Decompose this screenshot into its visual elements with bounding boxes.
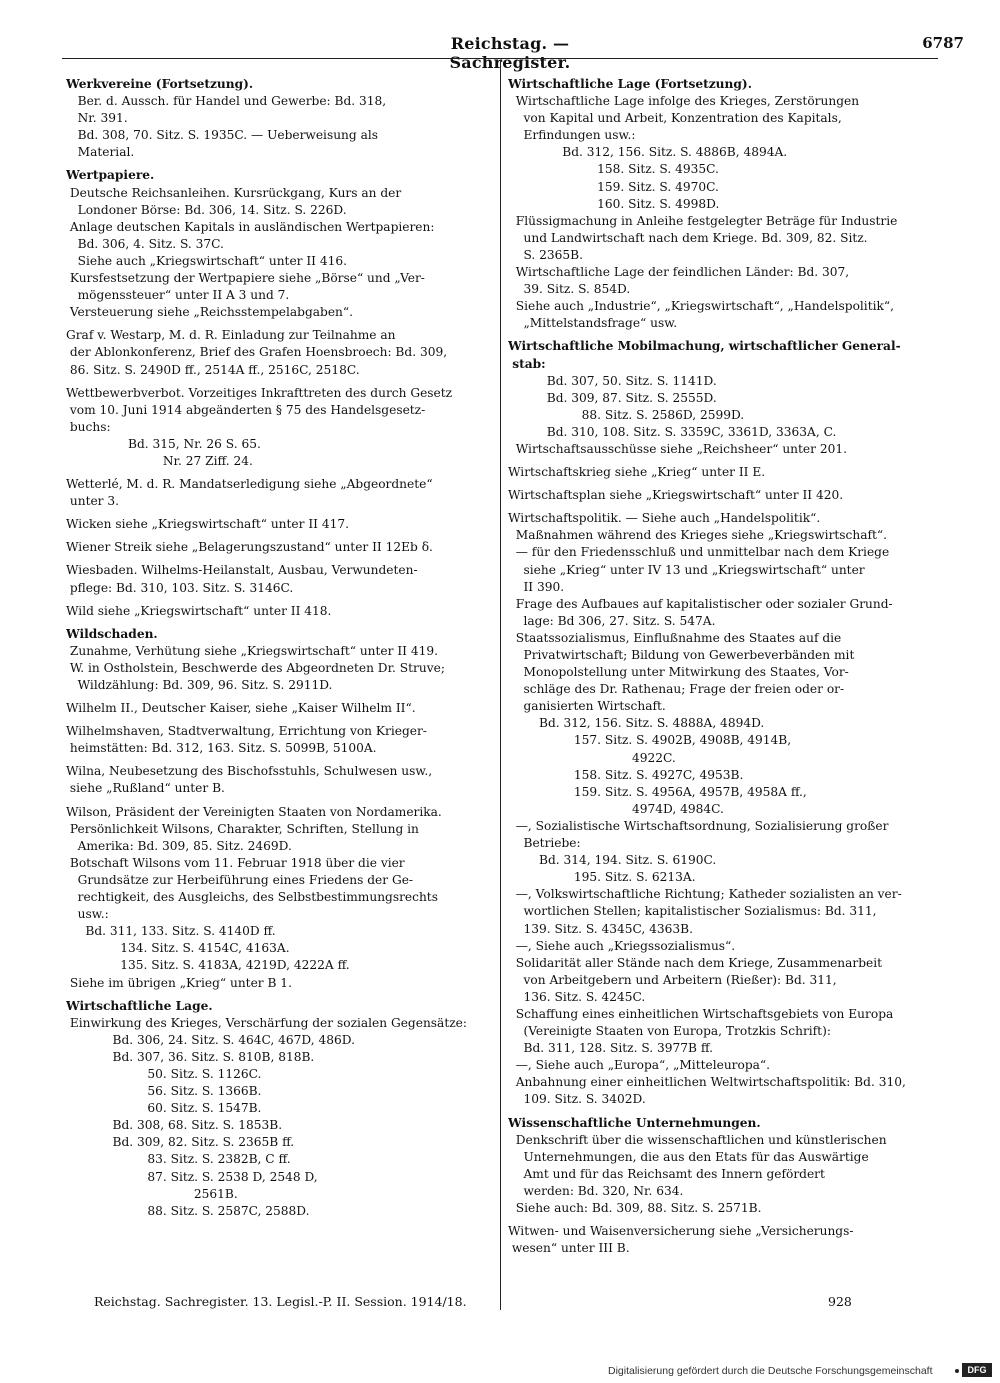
left-column — [66, 76, 491, 1220]
right-column-line: Frage des Aufbaues auf kapitalistischer oder sozialer Grund- — [508, 596, 893, 611]
left-column-line: Material. — [66, 145, 135, 160]
left-column-line: Bd. 315, Nr. 26 S. 65. — [66, 436, 261, 451]
right-column-line: Betriebe: — [508, 836, 581, 851]
left-column-line: Graf v. Westarp, M. d. R. Einladung zur Teilnahme an — [66, 328, 396, 343]
right-column — [508, 76, 936, 1257]
left-column-line: 87. Sitz. S. 2538 D, 2548 D, — [66, 1169, 318, 1184]
right-column-line: 158. Sitz. S. 4927C, 4953B. — [508, 767, 744, 782]
left-column-line: Bd. 307, 36. Sitz. S. 810B, 818B. — [66, 1049, 315, 1064]
right-column-line: 160. Sitz. S. 4998D. — [508, 196, 720, 211]
left-column-line: Nr. 391. — [66, 111, 128, 126]
right-column-line: 159. Sitz. S. 4956A, 4957B, 4958A ff., — [508, 784, 807, 799]
right-column-line: stab: — [508, 356, 546, 371]
right-column-line: Siehe auch: Bd. 309, 88. Sitz. S. 2571B. — [508, 1201, 762, 1215]
left-column-line: siehe „Rußland“ unter B. — [66, 781, 225, 796]
right-column-line: Wirtschaftliche Mobilmachung, wirtschaftlicher General- — [508, 339, 901, 354]
right-column-line: wesen“ unter III B. — [508, 1241, 630, 1256]
right-column-line: Bd. 314, 194. Sitz. S. 6190C. — [508, 853, 717, 868]
left-column-line: Siehe im übrigen „Krieg“ unter B 1. — [66, 975, 292, 990]
right-column-line: Wirtschaftskrieg siehe „Krieg“ unter II E. — [508, 465, 766, 480]
column-divider — [500, 60, 501, 1310]
left-column-line: Grundsätze zur Herbeiführung eines Friedens der Ge- — [66, 872, 414, 887]
right-column-line: 4922C. — [508, 750, 676, 765]
right-column-line: Privatwirtschaft; Bildung von Gewerbeverbänden mit — [508, 648, 855, 662]
right-column-line: Wirtschaftliche Lage (Fortsetzung). — [508, 77, 752, 91]
left-column-line: Zunahme, Verhütung siehe „Kriegswirtschaft“ unter II 419. — [66, 643, 438, 658]
left-column-line: Werkvereine (Fortsetzung). — [66, 77, 254, 91]
right-column-line: Bd. 309, 87. Sitz. S. 2555D. — [508, 390, 717, 405]
right-column-line: siehe „Krieg“ unter IV 13 und „Kriegswirtschaft“ unter — [508, 562, 865, 577]
left-column-line: Wildschaden. — [66, 626, 158, 641]
right-column-line: und Landwirtschaft nach dem Kriege. Bd. 309, 82. Sitz. — [508, 230, 868, 245]
left-column-line: Versteuerung siehe „Reichsstempelabgaben“. — [66, 305, 353, 320]
left-column-line: 2561B. — [66, 1186, 238, 1201]
left-column-line: Bd. 306, 4. Sitz. S. 37C. — [66, 236, 224, 251]
right-column-line: Bd. 307, 50. Sitz. S. 1141D. — [508, 373, 717, 388]
right-column-line: Bd. 312, 156. Sitz. S. 4886B, 4894A. — [508, 145, 788, 160]
left-column-line: buchs: — [66, 419, 111, 434]
right-column-line: 39. Sitz. S. 854D. — [508, 282, 631, 297]
left-column-line: Wilhelm II., Deutscher Kaiser, siehe „Kaiser Wilhelm II“. — [66, 701, 416, 716]
right-column-line: von Arbeitgebern und Arbeitern (Rießer): Bd. 311, — [508, 972, 837, 987]
left-column-line: Nr. 27 Ziff. 24. — [66, 453, 253, 468]
left-column-line: 135. Sitz. S. 4183A, 4219D, 4222A ff. — [66, 958, 350, 973]
left-column-line: Botschaft Wilsons vom 11. Februar 1918 über die vier — [66, 855, 405, 870]
left-column-line: usw.: — [66, 907, 109, 922]
left-column-line: Ber. d. Aussch. für Handel und Gewerbe: Bd. 318, — [66, 94, 387, 109]
right-column-line: II 390. — [508, 579, 565, 594]
right-column-line: —, Siehe auch „Europa“, „Mitteleuropa“. — [508, 1058, 771, 1073]
left-column-line: Bd. 308, 68. Sitz. S. 1853B. — [66, 1118, 283, 1133]
left-column-line: Bd. 311, 133. Sitz. S. 4140D ff. — [66, 924, 276, 939]
right-column-line: von Kapital und Arbeit, Konzentration des Kapitals, — [508, 111, 842, 126]
right-column-line: 159. Sitz. S. 4970C. — [508, 179, 719, 194]
left-column-line: Persönlichkeit Wilsons, Charakter, Schriften, Stellung in — [66, 821, 419, 836]
left-column-line: 88. Sitz. S. 2587C, 2588D. — [66, 1203, 310, 1218]
right-column-line: Amt und für das Reichsamt des Innern gefördert — [508, 1166, 825, 1181]
right-column-line: S. 2365B. — [508, 247, 584, 262]
left-column-line: Wiener Streik siehe „Belagerungszustand“ unter II 12Eb δ. — [66, 540, 433, 555]
right-column-line: Solidarität aller Stände nach dem Kriege, Zusammenarbeit — [508, 955, 883, 970]
left-column-line: Einwirkung des Krieges, Verschärfung der sozialen Gegensätze: — [66, 1015, 467, 1030]
footer-page-number: 928 — [828, 1294, 852, 1309]
left-column-line: Wiesbaden. Wilhelms-Heilanstalt, Ausbau, Verwundeten- — [66, 563, 418, 578]
left-column-line: Wilhelmshaven, Stadtverwaltung, Errichtung von Krieger- — [66, 724, 427, 739]
left-column-line: 134. Sitz. S. 4154C, 4163A. — [66, 941, 290, 956]
right-column-line: schläge des Dr. Rathenau; Frage der freien oder or- — [508, 682, 845, 697]
right-column-line: 139. Sitz. S. 4345C, 4363B. — [508, 921, 693, 936]
right-column-line: „Mittelstandsfrage“ usw. — [508, 316, 678, 331]
left-column-line: Wilson, Präsident der Vereinigten Staaten von Nordamerika. — [66, 804, 442, 819]
left-column-line: Wirtschaftliche Lage. — [66, 998, 213, 1013]
right-column-line: Anbahnung einer einheitlichen Weltwirtschaftspolitik: Bd. 310, — [508, 1075, 906, 1090]
right-column-line: 158. Sitz. S. 4935C. — [508, 162, 719, 177]
left-column-line: 50. Sitz. S. 1126C. — [66, 1066, 262, 1081]
left-column-line: Wettbewerbverbot. Vorzeitiges Inkrafttreten des durch Gesetz — [66, 385, 453, 400]
left-column-line: 86. Sitz. S. 2490D ff., 2514A ff., 2516C, 2518C. — [66, 362, 360, 377]
right-column-line: werden: Bd. 320, Nr. 634. — [508, 1183, 684, 1198]
right-column-line: Monopolstellung unter Mitwirkung des Staates, Vor- — [508, 665, 849, 680]
right-column-line: Denkschrift über die wissenschaftlichen und künstlerischen — [508, 1132, 887, 1147]
left-column-line: W. in Ostholstein, Beschwerde des Abgeordneten Dr. Struve; — [66, 660, 445, 675]
left-column-line: 56. Sitz. S. 1366B. — [66, 1084, 262, 1099]
dfg-logo: DFG — [962, 1363, 992, 1377]
right-column-line: wortlichen Stellen; kapitalistischer Sozialismus: Bd. 311, — [508, 904, 877, 919]
left-column-line: Anlage deutschen Kapitals in ausländischen Wertpapieren: — [66, 219, 435, 234]
right-column-line: 136. Sitz. S. 4245C. — [508, 989, 646, 1004]
left-column-line: Bd. 306, 24. Sitz. S. 464C, 467D, 486D. — [66, 1032, 355, 1047]
page-number-header: 6787 — [922, 34, 964, 52]
right-column-line: Bd. 311, 128. Sitz. S. 3977B ff. — [508, 1041, 713, 1056]
right-column-line: ganisierten Wirtschaft. — [508, 699, 666, 714]
right-column-line: Bd. 312, 156. Sitz. S. 4888A, 4894D. — [508, 716, 765, 731]
right-column-line: Unternehmungen, die aus den Etats für das Auswärtige — [508, 1149, 869, 1164]
right-column-line: 157. Sitz. S. 4902B, 4908B, 4914B, — [508, 733, 792, 748]
right-column-line: Staatssozialismus, Einflußnahme des Staates auf die — [508, 630, 842, 645]
left-column-line: mögenssteuer“ unter II A 3 und 7. — [66, 288, 290, 303]
left-column-line: pflege: Bd. 310, 103. Sitz. S. 3146C. — [66, 580, 294, 595]
right-column-line: Wirtschaftspolitik. — Siehe auch „Handelspolitik“. — [508, 511, 821, 526]
right-column-line: —, Siehe auch „Kriegssozialismus“. — [508, 938, 736, 953]
left-column-line: Siehe auch „Kriegswirtschaft“ unter II 416. — [66, 253, 348, 268]
right-column-line: lage: Bd 306, 27. Sitz. S. 547A. — [508, 613, 716, 628]
left-column-line: Amerika: Bd. 309, 85. Sitz. 2469D. — [66, 838, 292, 853]
right-column-line: Witwen- und Waisenversicherung siehe „Versicherungs- — [508, 1224, 854, 1239]
left-column-line: Londoner Börse: Bd. 306, 14. Sitz. S. 226D. — [66, 202, 347, 217]
left-column-line: Wild siehe „Kriegswirtschaft“ unter II 418. — [66, 603, 332, 618]
left-column-line: Deutsche Reichsanleihen. Kursrückgang, Kurs an der — [66, 185, 402, 200]
left-column-line: 60. Sitz. S. 1547B. — [66, 1101, 262, 1116]
digitization-note: Digitalisierung gefördert durch die Deutsche Forschungsgemeinschaft — [608, 1365, 933, 1377]
left-column-line: Kursfestsetzung der Wertpapiere siehe „Börse“ und „Ver- — [66, 271, 425, 286]
right-column-line: Erfindungen usw.: — [508, 128, 636, 143]
right-column-line: Flüssigmachung in Anleihe festgelegter Beträge für Industrie — [508, 213, 898, 228]
right-column-line: 4974D, 4984C. — [508, 801, 724, 816]
left-column-line: Bd. 308, 70. Sitz. S. 1935C. — Ueberweisung als — [66, 128, 379, 143]
left-column-line: vom 10. Juni 1914 abgeänderten § 75 des Handelsgesetz- — [66, 402, 426, 417]
right-column-line: Wirtschaftliche Lage infolge des Krieges, Zerstörungen — [508, 94, 860, 109]
right-column-line: Wirtschaftsplan siehe „Kriegswirtschaft“ unter II 420. — [508, 488, 844, 503]
right-column-line: Maßnahmen während des Krieges siehe „Kriegswirtschaft“. — [508, 528, 888, 543]
logo-dot — [955, 1369, 959, 1373]
left-column-line: Wilna, Neubesetzung des Bischofsstuhls, Schulwesen usw., — [66, 764, 433, 779]
right-column-line: Wissenschaftliche Unternehmungen. — [508, 1115, 761, 1130]
left-column-line: rechtigkeit, des Ausgleichs, des Selbstbestimmungsrechts — [66, 890, 438, 905]
left-column-line: unter 3. — [66, 494, 120, 509]
left-column-line: Wertpapiere. — [66, 168, 155, 183]
right-column-line: —, Volkswirtschaftliche Richtung; Katheder sozialisten an ver- — [508, 887, 902, 902]
left-column-line: der Ablonkonferenz, Brief des Grafen Hoensbroech: Bd. 309, — [66, 345, 448, 360]
left-column-line: 83. Sitz. S. 2382B, C ff. — [66, 1152, 291, 1167]
right-column-line: Siehe auch „Industrie“, „Kriegswirtschaft“, „Handelspolitik“, — [508, 299, 894, 314]
right-column-line: Wirtschaftsausschüsse siehe „Reichsheer“ unter 201. — [508, 441, 847, 456]
running-header-title: Reichstag. — Sachregister. — [449, 34, 571, 72]
left-column-line: heimstätten: Bd. 312, 163. Sitz. S. 5099B, 5100A. — [66, 741, 377, 756]
left-column-line: Bd. 309, 82. Sitz. S. 2365B ff. — [66, 1135, 295, 1150]
right-column-line: Bd. 310, 108. Sitz. S. 3359C, 3361D, 3363A, C. — [508, 424, 837, 439]
footer-left: Reichstag. Sachregister. 13. Legisl.-P. II. Session. 1914/18. — [94, 1294, 467, 1309]
header-rule — [62, 58, 938, 59]
right-column-line: (Vereinigte Staaten von Europa, Trotzkis Schrift): — [508, 1024, 831, 1039]
left-column-line: Wildzählung: Bd. 309, 96. Sitz. S. 2911D. — [66, 678, 333, 692]
right-column-line: 109. Sitz. S. 3402D. — [508, 1092, 646, 1107]
right-column-line: —, Sozialistische Wirtschaftsordnung, Sozialisierung großer — [508, 818, 889, 833]
right-column-line: Schaffung eines einheitlichen Wirtschaftsgebiets von Europa — [508, 1006, 894, 1021]
right-column-line: 195. Sitz. S. 6213A. — [508, 870, 696, 885]
right-column-line: 88. Sitz. S. 2586D, 2599D. — [508, 407, 745, 422]
left-column-line: Wetterlé, M. d. R. Mandatserledigung siehe „Abgeordnete“ — [66, 477, 433, 492]
right-column-line: Wirtschaftliche Lage der feindlichen Länder: Bd. 307, — [508, 265, 850, 280]
right-column-line: — für den Friedensschluß und unmittelbar nach dem Kriege — [508, 545, 890, 560]
left-column-line: Wicken siehe „Kriegswirtschaft“ unter II 417. — [66, 517, 349, 532]
